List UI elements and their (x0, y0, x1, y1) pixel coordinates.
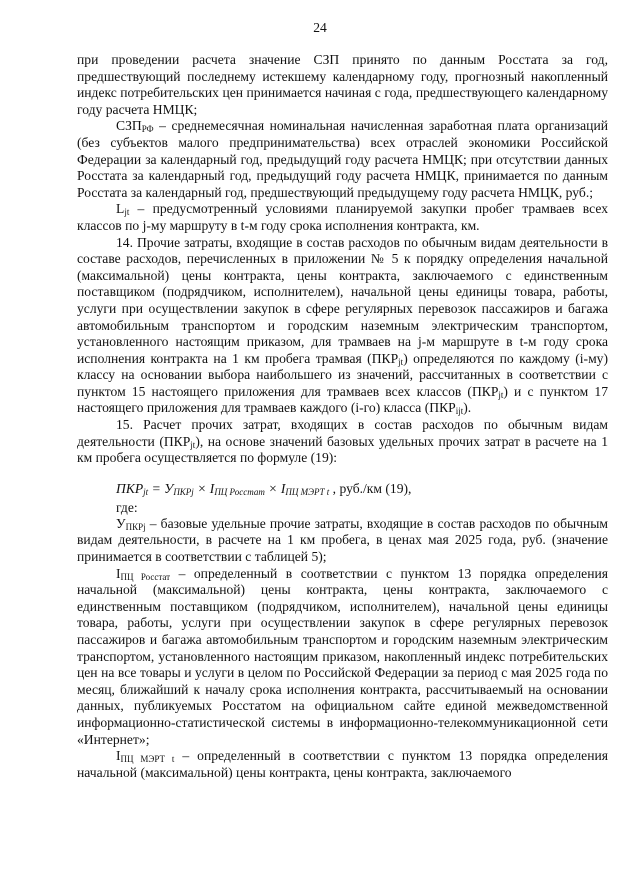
symbol-u-subscript: ПКРj (125, 521, 146, 532)
definition-text: – определенный в соответствии с пунктом 13 порядка определения начальной (максимальной) цены контракта, цены контракта, заключаемого с единственным поставщиком (подрядчиком, исполнителем), начальной цены единицы товара, работы, услуги при осуществлении закупок в сфере регулярных перевозок пассажиров и багажа автомобильным транспортом и городским наземным электрическим транспортом, установленного настоящим приказом, накопленный индекс потребительских цен на все товары и услуги в целом по Российской Федерации за период с мая 2025 года по месяц, ближайший к началу срока исполнения контракта, рассчитываемый на основании данных, публикуемых Росстатом на официальном сайте единой межведомственной информационно-статистической системы в информационно-телекоммуникационной сети «Интернет»; (77, 565, 609, 747)
formula-lhs: ПКР (116, 480, 144, 496)
definition-text: – предусмотренный условиями планируемой закупки пробег трамваев всех классов по j-му маршруту в t-м году срока исполнения контракта, км. (77, 201, 608, 233)
formula-lhs-subscript: jt (143, 486, 149, 497)
symbol-szp-subscript: РФ (141, 124, 154, 135)
formula-tail: , руб./км (19), (329, 480, 412, 496)
clause-14-subscript-2: jt (498, 389, 504, 400)
symbol-u: У (116, 515, 126, 531)
symbol-l-subscript: jt (124, 207, 130, 218)
formula-19 (77, 479, 608, 499)
formula-i2-subscript: ПЦ МЭРТ t (285, 486, 330, 497)
definition-text: – базовые удельные прочие затраты, входящие в состав расходов по обычным видам деятельности, в расчете на 1 км пробега, в ценах мая 2025 года, руб. (значение принимается в соответствии с таблицей 5); (77, 515, 608, 565)
definition-text: – определенный в соответствии с пунктом 13 порядка определения начальной (максимальной) цены контракта, цены контракта, заключаемого (77, 748, 608, 780)
formula-u: У (164, 480, 174, 496)
symbol-szp: СЗП (116, 118, 142, 134)
paragraph-l-definition (77, 201, 608, 234)
formula-i1: I (209, 480, 215, 496)
paragraph-clause-14 (77, 235, 608, 418)
paragraph-ipc-mert-definition (77, 748, 608, 781)
symbol-i-mert: I (116, 748, 121, 764)
symbol-i-mert-subscript: ПЦ МЭРТ t (120, 754, 175, 765)
clause-15-text-a: 15. Расчет прочих затрат, входящих в состав расходов по обычным видам деятельности (ПКР (77, 417, 608, 449)
clause-14-subscript-3: ijt (455, 406, 464, 417)
formula-i1-subscript: ПЦ Росстат (214, 486, 265, 497)
symbol-l: L (116, 201, 125, 217)
paragraph-szp-note: при проведении расчета значение СЗП принято по данным Росстата за год, предшествующий последнему истекшему календарному году, прогнозный накопленный индекс потребительских цен принимается начиная с года, предшествующего календарному году расчета НМЦК; (77, 52, 608, 117)
clause-14-subscript-1: jt (398, 356, 404, 367)
clause-14-text-c: ) и с пунктом 17 настоящего приложения для трамваев каждого (i-го) класса (ПКР (77, 383, 608, 416)
document-body (77, 52, 608, 781)
clause-14-text-a: 14. Прочие затраты, входящие в состав расходов по обычным видам деятельности в составе расходов, перечисленных в приложении № 5 к порядку определения начальной (максимальной) цены контракта, цены контракта, заключаемого с единственным поставщиком (подрядчиком, исполнителем), начальной цены единицы товара, работы, услуги при осуществлении закупок в сфере регулярных перевозок пассажиров и багажа автомобильным транспортом и городским наземным электрическим транспортом, установленного настоящим приказом, для трамваев на j-м маршруте в t-м году срока исполнения контракта на 1 км пробега трамвая (ПКР (77, 234, 608, 366)
clause-14-text-d: ). (463, 400, 472, 416)
page-number: 24 (313, 20, 327, 35)
symbol-i-rosstat: I (116, 565, 121, 581)
symbol-i-rosstat-subscript: ПЦ Росстат (120, 571, 171, 582)
formula-times-2: × (264, 480, 281, 496)
paragraph-u-definition (77, 516, 608, 566)
formula-times-1: × (193, 480, 210, 496)
definition-text: – среднемесячная номинальная начисленная заработная плата организаций (без субъектов малого предпринимательства) всех отраслей экономики Российской Федерации за календарный год, предыдущий году расчета НМЦК; при отсутствии данных Росстата за календарный год, предыдущий году расчета НМЦК, принимается по данным Росстата за календарный год, предшествующий предыдущему году расчета НМЦК, руб.; (77, 118, 608, 200)
formula-equals: = (148, 480, 165, 496)
formula-u-subscript: ПКРj (173, 486, 194, 497)
clause-15-text-b: ), на основе значений базовых удельных прочих затрат в расчете на 1 км пробега осуществляется по формуле (19): (77, 433, 608, 466)
paragraph-szp-definition (77, 118, 608, 201)
paragraph-clause-15 (77, 417, 608, 467)
where-label: где: (116, 499, 138, 515)
clause-15-subscript: jt (190, 439, 196, 450)
formula-i2: I (280, 480, 286, 496)
paragraph-ipc-rosstat-definition (77, 566, 608, 749)
clause-14-text-b: ) определяются по каждому (i-му) классу на основании выбора наибольшего из значений, рассчитанных в соответствии с пунктом 15 настоящего приложения для трамваев всех классов (ПКР (77, 350, 608, 399)
